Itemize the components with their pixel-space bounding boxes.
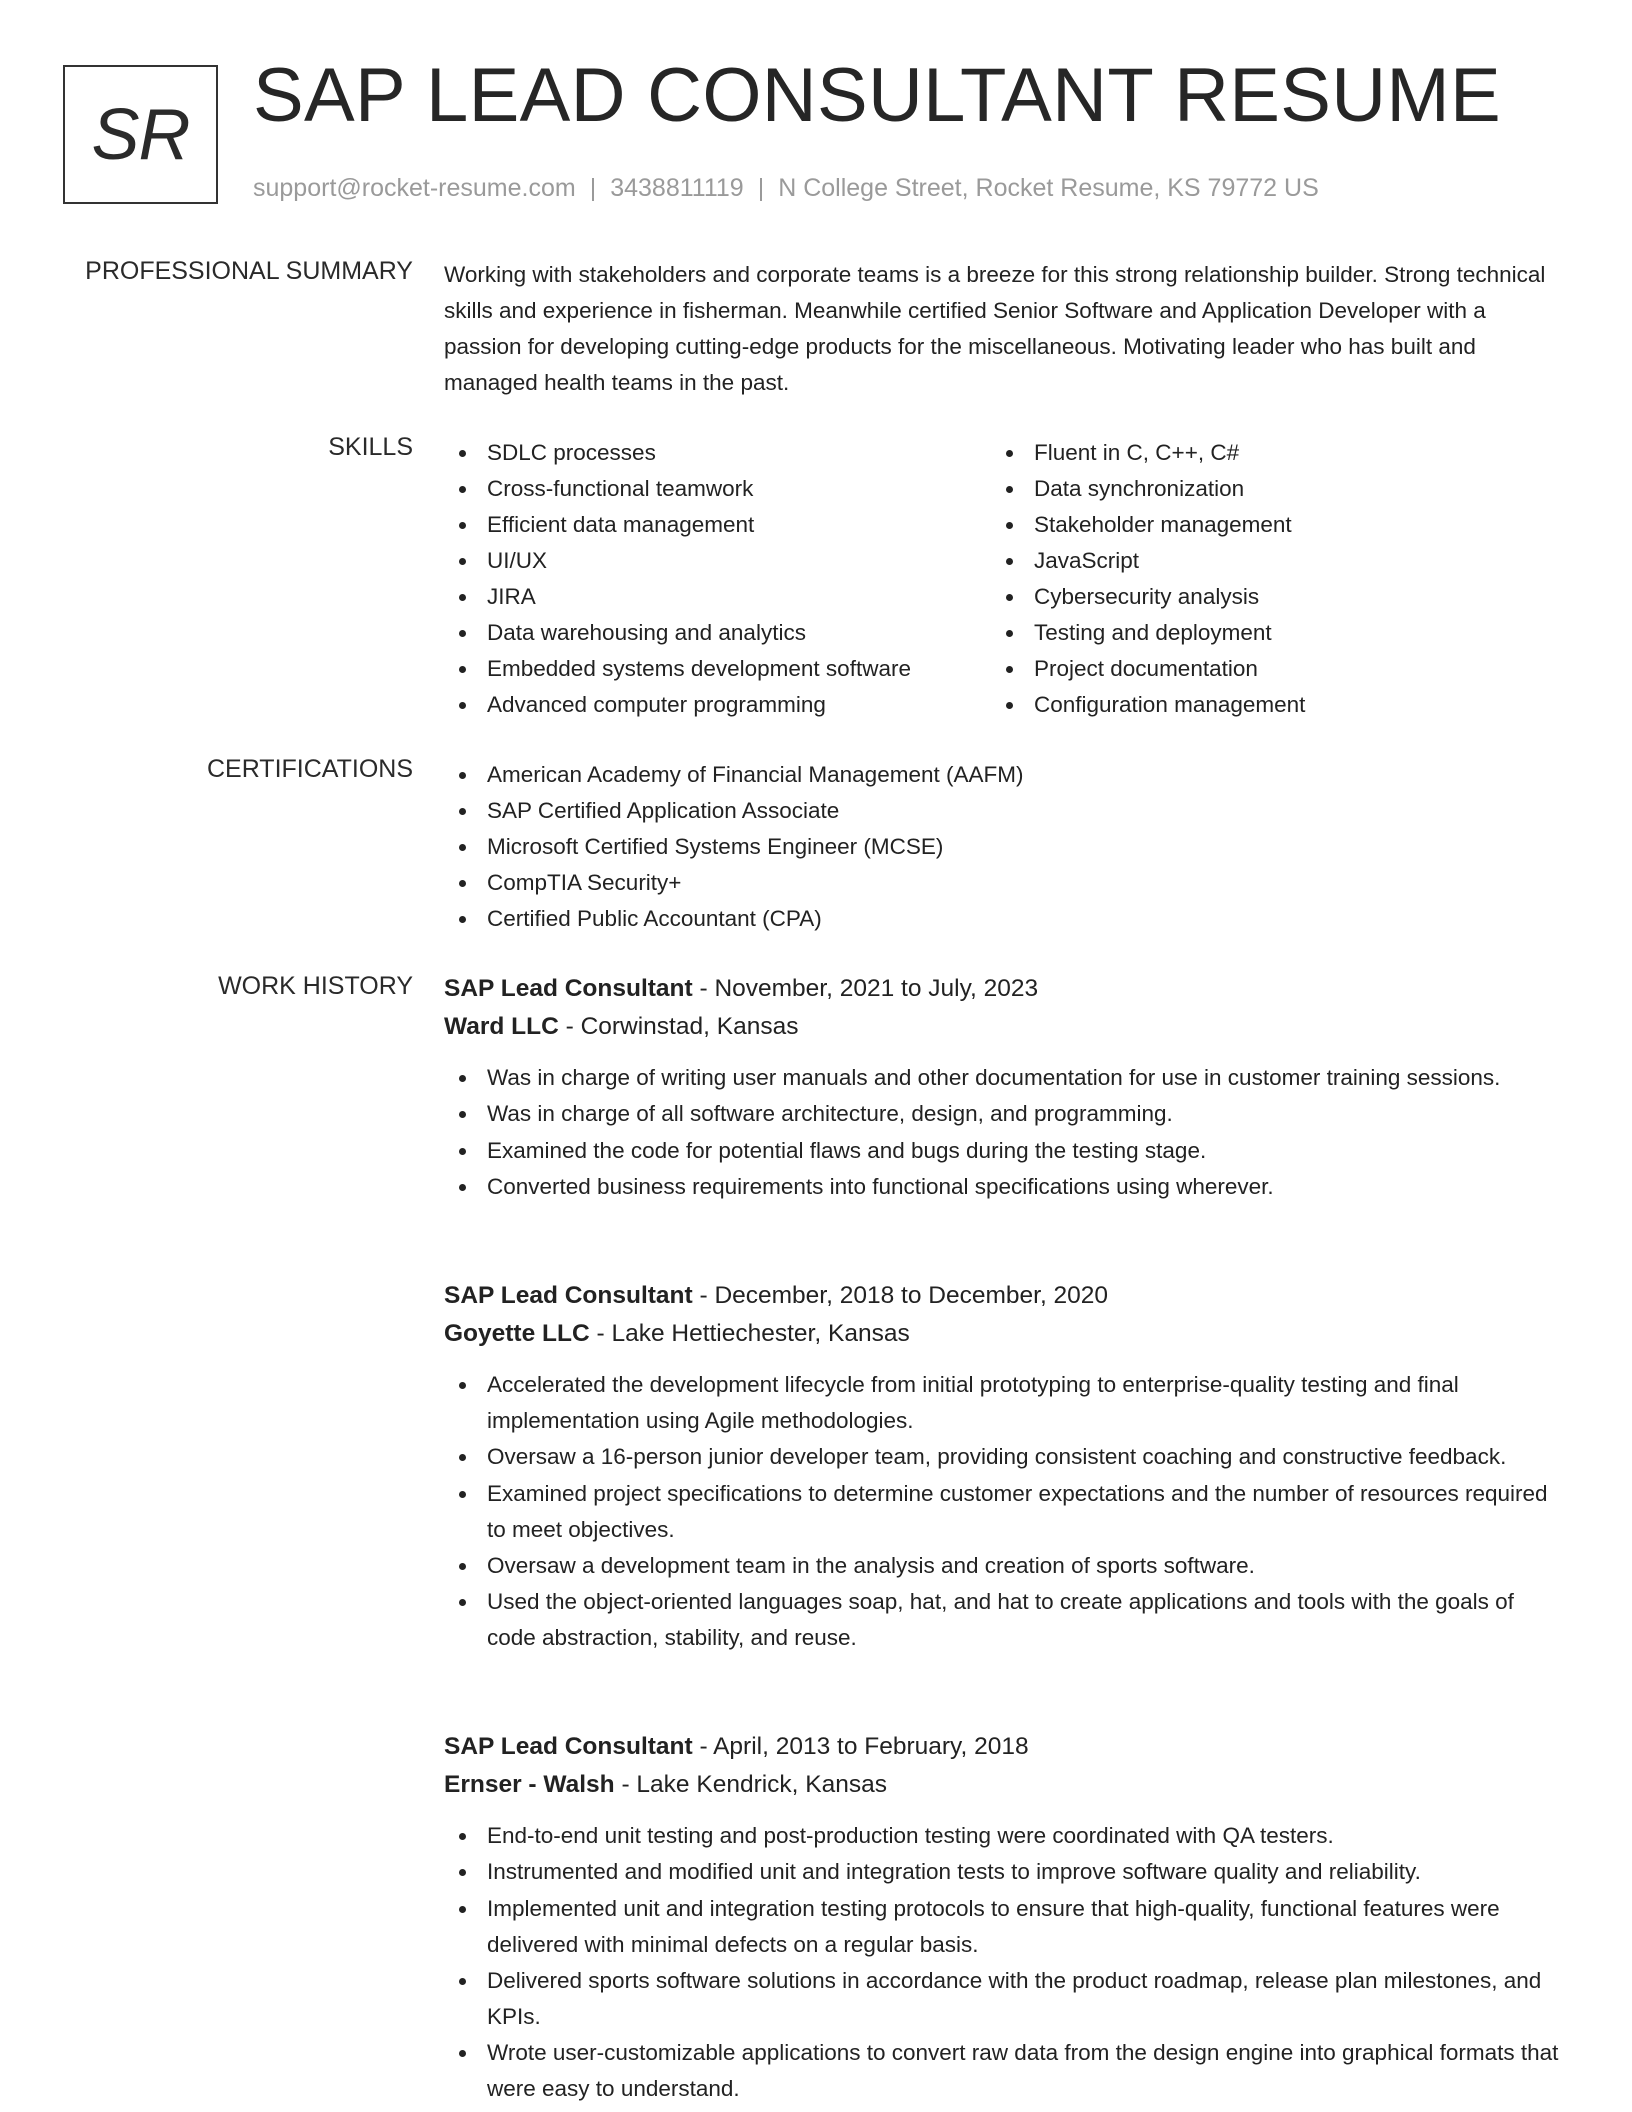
skills-column-left <box>444 435 911 723</box>
monogram-initials: SR <box>91 94 190 175</box>
list-item: Data synchronization <box>1034 471 1305 507</box>
monogram-badge <box>63 65 218 204</box>
list-item: CompTIA Security+ <box>487 865 1559 901</box>
job-company: Goyette LLC <box>444 1320 590 1347</box>
job-company: Ernser - Walsh <box>444 1771 615 1798</box>
list-item: Was in charge of writing user manuals and other documentation for use in customer training sessions. <box>487 1060 1559 1096</box>
job-company: Ward LLC <box>444 1013 559 1040</box>
list-item: JavaScript <box>1034 543 1305 579</box>
section-label-certifications: CERTIFICATIONS <box>206 755 413 783</box>
job-responsibilities <box>444 1818 1559 2107</box>
list-item: American Academy of Financial Management (AAFM) <box>487 757 1559 793</box>
resume-title: SAP LEAD CONSULTANT RESUME <box>253 53 1502 138</box>
contact-separator: | <box>589 174 597 202</box>
job-entry <box>444 970 1559 1205</box>
list-item: Used the object-oriented languages soap, hat, and hat to create applications and tools with the goals of code abstraction, stability, and reuse. <box>487 1584 1559 1656</box>
job-responsibilities <box>444 1060 1559 1205</box>
job-location: Lake Kendrick, Kansas <box>636 1771 888 1798</box>
certifications-section <box>444 757 1559 937</box>
certifications-list <box>444 757 1559 937</box>
list-item: Testing and deployment <box>1034 615 1305 651</box>
list-item: JIRA <box>487 579 911 615</box>
contact-line <box>253 174 1319 203</box>
list-item: Stakeholder management <box>1034 507 1305 543</box>
job-entry <box>444 1728 1559 2107</box>
job-dates: December, 2018 to December, 2020 <box>714 1282 1109 1309</box>
job-company-line: Goyette LLC - Lake Hettiechester, Kansas <box>444 1320 910 1347</box>
contact-address: N College Street, Rocket Resume, KS 79772 US <box>778 174 1319 202</box>
job-title-line: SAP Lead Consultant - December, 2018 to December, 2020 <box>444 1282 1109 1309</box>
skills-list-right <box>991 435 1305 723</box>
list-item: Wrote user-customizable applications to convert raw data from the design engine into graphical formats that were easy to understand. <box>487 2035 1559 2107</box>
list-item: Cybersecurity analysis <box>1034 579 1305 615</box>
list-item: Instrumented and modified unit and integration tests to improve software quality and reliability. <box>487 1854 1559 1890</box>
job-title: SAP Lead Consultant <box>444 975 693 1002</box>
list-item: Accelerated the development lifecycle from initial prototyping to enterprise-quality testing and final implementation using Agile methodologies. <box>487 1367 1559 1439</box>
job-location: Lake Hettiechester, Kansas <box>611 1320 910 1347</box>
list-item: End-to-end unit testing and post-production testing were coordinated with QA testers. <box>487 1818 1559 1854</box>
job-location: Corwinstad, Kansas <box>580 1013 799 1040</box>
list-item: Oversaw a 16-person junior developer team, providing consistent coaching and constructive feedback. <box>487 1439 1559 1475</box>
summary-text: Working with stakeholders and corporate teams is a breeze for this strong relationship builder. Strong technical skills and experience in fisherman. Meanwhile certified Senior Software and Application Developer with a passion for developing cutting-edge products for the miscellaneous. Motivating leader who has built and managed health teams in the past. <box>444 262 1546 395</box>
section-label-summary: PROFESSIONAL SUMMARY <box>85 257 413 285</box>
list-item: Delivered sports software solutions in accordance with the product roadmap, release plan milestones, and KPIs. <box>487 1963 1559 2035</box>
contact-email: support@rocket-resume.com <box>253 174 576 202</box>
job-company-line: Ward LLC - Corwinstad, Kansas <box>444 1013 799 1040</box>
list-item: UI/UX <box>487 543 911 579</box>
list-item: Fluent in C, C++, C# <box>1034 435 1305 471</box>
list-item: Implemented unit and integration testing protocols to ensure that high-quality, functional features were delivered with minimal defects on a regular basis. <box>487 1891 1559 1963</box>
list-item: Configuration management <box>1034 687 1305 723</box>
summary-section <box>444 257 1559 401</box>
list-item: Was in charge of all software architecture, design, and programming. <box>487 1096 1559 1132</box>
list-item: Oversaw a development team in the analysis and creation of sports software. <box>487 1548 1559 1584</box>
job-dates: April, 2013 to February, 2018 <box>713 1733 1029 1760</box>
list-item: Cross-functional teamwork <box>487 471 911 507</box>
list-item: Certified Public Accountant (CPA) <box>487 901 1559 937</box>
skills-section <box>444 435 1559 735</box>
skills-column-right <box>991 435 1305 723</box>
list-item: Examined project specifications to determine customer expectations and the number of resources required to meet objectives. <box>487 1476 1559 1548</box>
list-item: Embedded systems development software <box>487 651 911 687</box>
list-item: Converted business requirements into functional specifications using wherever. <box>487 1169 1559 1205</box>
job-title-line: SAP Lead Consultant - November, 2021 to July, 2023 <box>444 975 1039 1002</box>
job-company-line: Ernser - Walsh - Lake Kendrick, Kansas <box>444 1771 888 1798</box>
list-item: Examined the code for potential flaws and bugs during the testing stage. <box>487 1133 1559 1169</box>
list-item: SAP Certified Application Associate <box>487 793 1559 829</box>
list-item: Efficient data management <box>487 507 911 543</box>
list-item: Microsoft Certified Systems Engineer (MCSE) <box>487 829 1559 865</box>
skills-list-left <box>444 435 911 723</box>
job-title: SAP Lead Consultant <box>444 1282 693 1309</box>
job-dates: November, 2021 to July, 2023 <box>714 975 1039 1002</box>
job-responsibilities <box>444 1367 1559 1656</box>
job-title: SAP Lead Consultant <box>444 1733 693 1760</box>
contact-separator: | <box>757 174 765 202</box>
section-label-work-history: WORK HISTORY <box>218 972 413 1000</box>
section-label-skills: SKILLS <box>328 433 413 461</box>
list-item: Data warehousing and analytics <box>487 615 911 651</box>
list-item: SDLC processes <box>487 435 911 471</box>
job-title-line: SAP Lead Consultant - April, 2013 to February, 2018 <box>444 1733 1029 1760</box>
list-item: Project documentation <box>1034 651 1305 687</box>
list-item: Advanced computer programming <box>487 687 911 723</box>
contact-phone: 3438811119 <box>610 174 744 202</box>
job-entry <box>444 1277 1559 1656</box>
